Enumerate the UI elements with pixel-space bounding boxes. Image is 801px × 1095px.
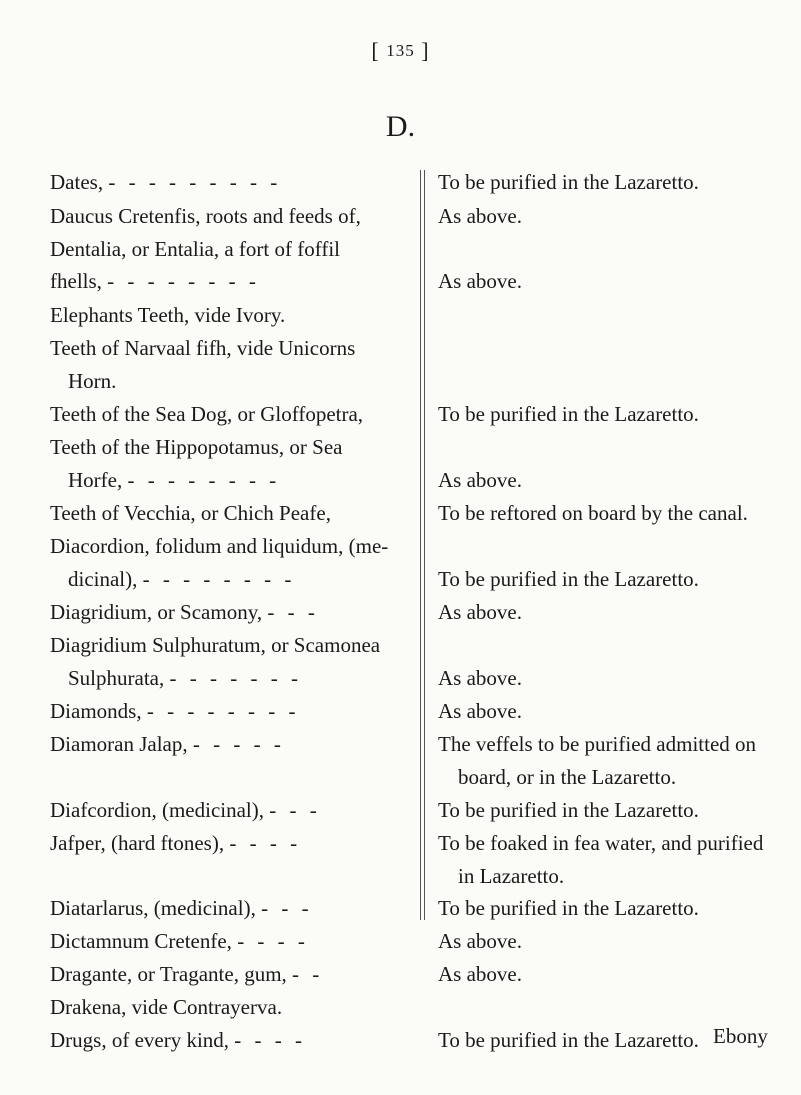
left-line: Drugs, of every kind, - - - - <box>50 1028 307 1052</box>
right-line: As above. <box>438 962 522 986</box>
left-line: fhells, - - - - - - - - <box>50 269 260 293</box>
left-line: Dictamnum Cretenfe, - - - - <box>50 929 309 953</box>
left-line: dicinal), - - - - - - - - <box>68 567 296 591</box>
section-letter: D. <box>385 110 416 143</box>
left-line: Diamoran Jalap, - - - - - <box>50 732 285 756</box>
left-line: Teeth of the Hippopotamus, or Sea <box>50 435 343 459</box>
left-line: Elephants Teeth, vide Ivory. <box>50 303 286 327</box>
left-line: Diagridium Sulphuratum, or Scamonea <box>50 633 381 657</box>
left-line: Diagridium, or Scamony, - - - <box>50 600 319 624</box>
right-line: To be purified in the Lazaretto. <box>438 896 699 920</box>
left-line: Teeth of Vecchia, or Chich Peafe, <box>50 501 331 525</box>
catchword: Ebony <box>713 1024 768 1048</box>
left-line: Daucus Cretenfis, roots and feeds of, <box>50 204 361 228</box>
right-line: As above. <box>438 468 522 492</box>
right-line: The veffels to be purified admitted on <box>438 732 757 756</box>
right-line: To be purified in the Lazaretto. <box>438 170 699 194</box>
left-line: Horfe, - - - - - - - - <box>68 468 281 492</box>
left-line: Drakena, vide Contrayerva. <box>50 995 283 1019</box>
right-line: To be purified in the Lazaretto. <box>438 1028 699 1052</box>
left-line: Dentalia, or Entalia, a fort of foffil <box>50 237 341 261</box>
left-line: Dragante, or Tragante, gum, - - <box>50 962 324 986</box>
page-number <box>0 38 801 64</box>
left-line: Dates, - - - - - - - - - <box>50 170 282 194</box>
right-line: board, or in the Lazaretto. <box>458 765 677 789</box>
left-line: Horn. <box>68 369 117 393</box>
left-line: Sulphurata, - - - - - - - <box>68 666 302 690</box>
page-number-value: 135 <box>386 41 415 60</box>
left-line: Diatarlarus, (medicinal), - - - <box>50 896 313 920</box>
right-line: As above. <box>438 269 522 293</box>
bracket-open: [ <box>371 38 380 63</box>
right-line: To be purified in the Lazaretto. <box>438 798 699 822</box>
column-divider <box>420 170 425 920</box>
right-line: To be purified in the Lazaretto. <box>438 402 699 426</box>
left-line: Diacordion, folidum and liquidum, (me- <box>50 534 389 558</box>
right-line: To be foaked in fea water, and purified <box>438 831 764 855</box>
right-line: As above. <box>438 699 522 723</box>
left-line: Diafcordion, (medicinal), - - - <box>50 798 321 822</box>
right-line: As above. <box>438 204 522 228</box>
left-line: Teeth of the Sea Dog, or Gloffopetra, <box>50 402 364 426</box>
right-line: in Lazaretto. <box>458 864 565 888</box>
right-line: To be reftored on board by the canal. <box>438 501 748 525</box>
right-line: As above. <box>438 929 522 953</box>
right-line: As above. <box>438 600 522 624</box>
bracket-close: ] <box>421 38 430 63</box>
right-line: As above. <box>438 666 522 690</box>
left-line: Diamonds, - - - - - - - - <box>50 699 300 723</box>
left-line: Teeth of Narvaal fifh, vide Unicorns <box>50 336 356 360</box>
left-line: Jafper, (hard ftones), - - - - <box>50 831 302 855</box>
right-line: To be purified in the Lazaretto. <box>438 567 699 591</box>
